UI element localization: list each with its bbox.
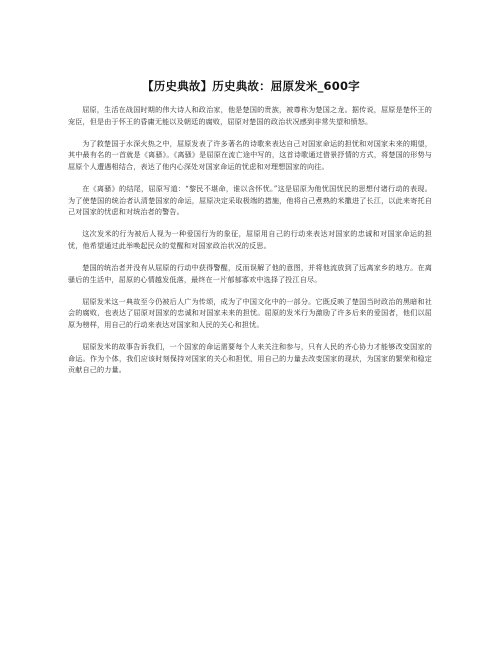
paragraph-6: 屈原发米这一典故至今仍被后人广为传颂，成为了中国文化中的一部分。它既反映了楚国当时政治的黑暗和社会的腐败，也表达了屈原对国家的忠诚和对国家未来的担忧。屈原的发米行为激励了许多后来的爱国者，他们以屈原为榜样，用自己的行动来表达对国家和人民的关心和担忧。 xyxy=(68,296,432,329)
paragraph-7: 屈原发米的故事告诉我们，一个国家的命运需要每个人来关注和参与，只有人民的齐心协力才能够改变国家的命运。作为个体，我们应该时刻保持对国家的关心和担忧，用自己的力量去改变国家的现状，为国家的繁荣和稳定贡献自己的力量。 xyxy=(68,341,432,375)
document-title: 【历史典故】历史典故：屈原发米_600字 xyxy=(142,79,360,93)
paragraph-5: 楚国的统治者并没有从屈原的行动中获得警醒，反而误解了他的意图，并将他流放到了远离家乡的地方。在离骚后的生活中，屈原的心情越发低落，最终在一片郁郁寡欢中选择了投江自尽。 xyxy=(68,262,432,284)
paragraph-4: 这次发米的行为被后人视为一种爱国行为的象征，屈原用自己的行动来表达对国家的忠诚和对国家命运的担忧，他希望通过此举唤起民众的觉醒和对国家政治状况的反思。 xyxy=(68,229,432,250)
document-body xyxy=(68,104,432,386)
paragraph-1: 屈原，生活在战国时期的伟大诗人和政治家，他是楚国的贵族，被尊称为楚国之龙。据传说，屈原是楚怀王的宠臣，但是由于怀王的昏庸无能以及朝廷的腐败，屈原对楚国的政治状况感到非常失望和愤怒。 xyxy=(68,105,432,126)
paragraph-3: 在《离骚》的结尾，屈原写道：“黎民不堪命，谁以含怀忧。”这是屈原为他忧国忧民的思想付诸行动的表现。为了使楚国的统治者认清楚国家的命运，屈原决定采取极端的措施，他将自己煮熟的米撒进了长江，以此来寄托自己对国家的忧虑和对统治者的警告。 xyxy=(68,183,432,217)
paragraph-2: 为了救楚国于水深火热之中，屈原发表了许多著名的诗歌来表达自己对国家命运的担忧和对国家未来的期望，其中最有名的一首就是《离骚》。《离骚》是屈原在流亡途中写的，这首诗歌通过借景抒情的方式，将楚国的形势与屈原个人遭遇相结合，表达了他内心深处对国家命运的忧虑和对理想国家的向往。 xyxy=(68,138,432,171)
